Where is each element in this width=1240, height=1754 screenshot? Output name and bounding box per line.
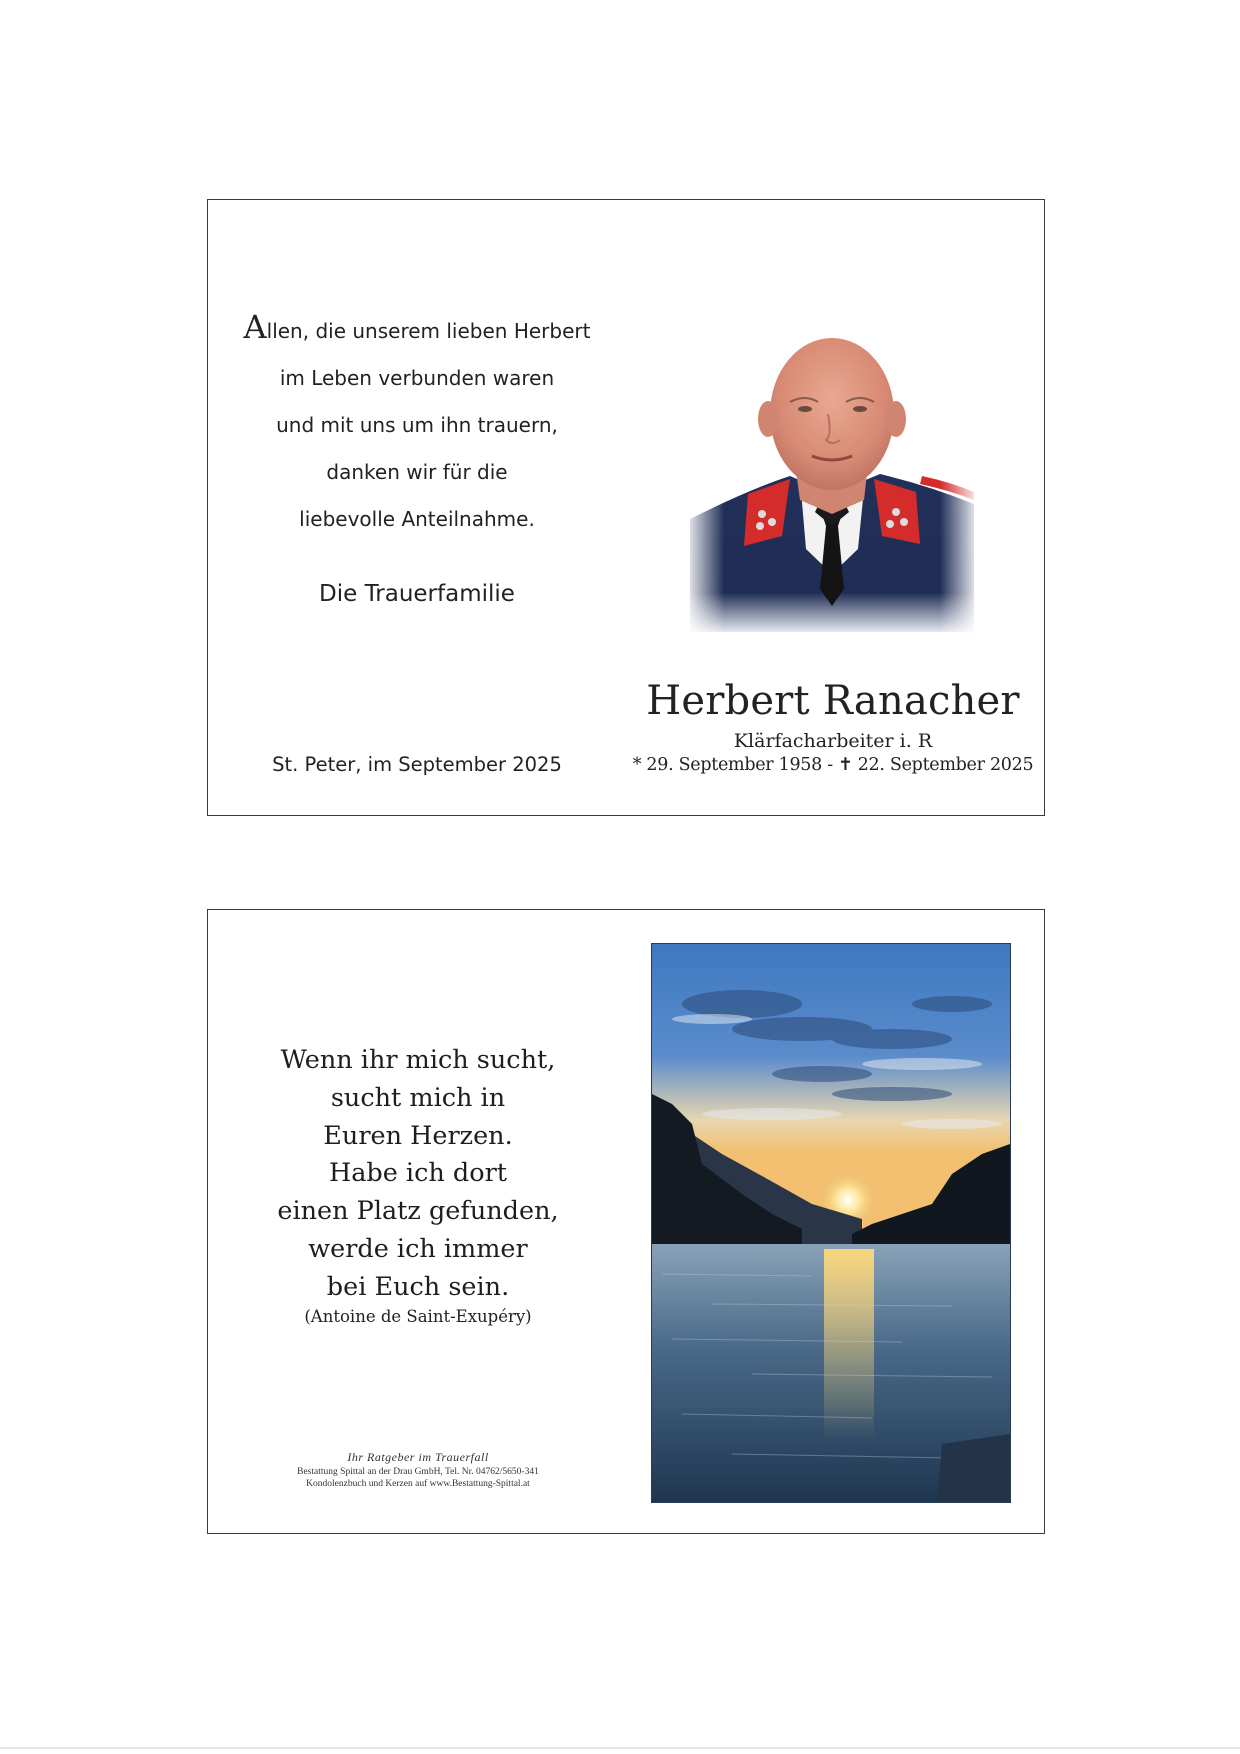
funeral-home-tagline: Ihr Ratgeber im Trauerfall xyxy=(347,1450,489,1464)
portrait-photo xyxy=(690,314,974,632)
thanks-line-1 xyxy=(232,304,602,355)
poem-line-1: Wenn ihr mich sucht, xyxy=(280,1045,556,1075)
deceased-name: Herbert Ranacher xyxy=(646,678,1020,724)
funeral-home-website: Kondolenzbuch und Kerzen auf www.Bestattung-Spittal.at xyxy=(306,1479,530,1489)
place-date: St. Peter, im September 2025 xyxy=(272,753,562,776)
occupation: Klärfacharbeiter i. R xyxy=(733,730,933,752)
thanks-line-3: und mit uns um ihn trauern, xyxy=(276,413,558,437)
drop-cap: A xyxy=(243,308,267,346)
funeral-home-info xyxy=(248,1450,588,1490)
poem-line-2: sucht mich in xyxy=(330,1082,506,1113)
thanks-message xyxy=(232,304,602,543)
poem xyxy=(238,1042,598,1307)
signature-family: Die Trauerfamilie xyxy=(319,581,515,607)
thanks-line-5: liebevolle Anteilnahme. xyxy=(299,507,535,531)
thanks-line-1-text: llen, die unserem lieben Herbert xyxy=(266,319,591,343)
life-dates: * 29. September 1958 - ✝ 22. September 2025 xyxy=(632,755,1034,775)
thanks-line-2: im Leben verbunden waren xyxy=(279,366,555,390)
thanks-line-4: danken wir für die xyxy=(326,460,508,484)
condolence-card-front xyxy=(207,199,1045,816)
poem-author: (Antoine de Saint-Exupéry) xyxy=(304,1307,532,1326)
poem-line-5: einen Platz gefunden, xyxy=(277,1196,559,1227)
poem-line-7: bei Euch sein. xyxy=(326,1271,510,1302)
poem-line-6: werde ich immer xyxy=(308,1233,528,1264)
funeral-home-contact: Bestattung Spittal an der Drau GmbH, Tel. Nr. 04762/5650-341 xyxy=(297,1467,539,1477)
poem-line-4: Habe ich dort xyxy=(328,1158,508,1189)
sunset-river-photo xyxy=(651,943,1011,1503)
poem-line-3: Euren Herzen. xyxy=(323,1120,513,1151)
scan-artifact-line xyxy=(0,1747,1240,1749)
condolence-card-back xyxy=(207,909,1045,1534)
